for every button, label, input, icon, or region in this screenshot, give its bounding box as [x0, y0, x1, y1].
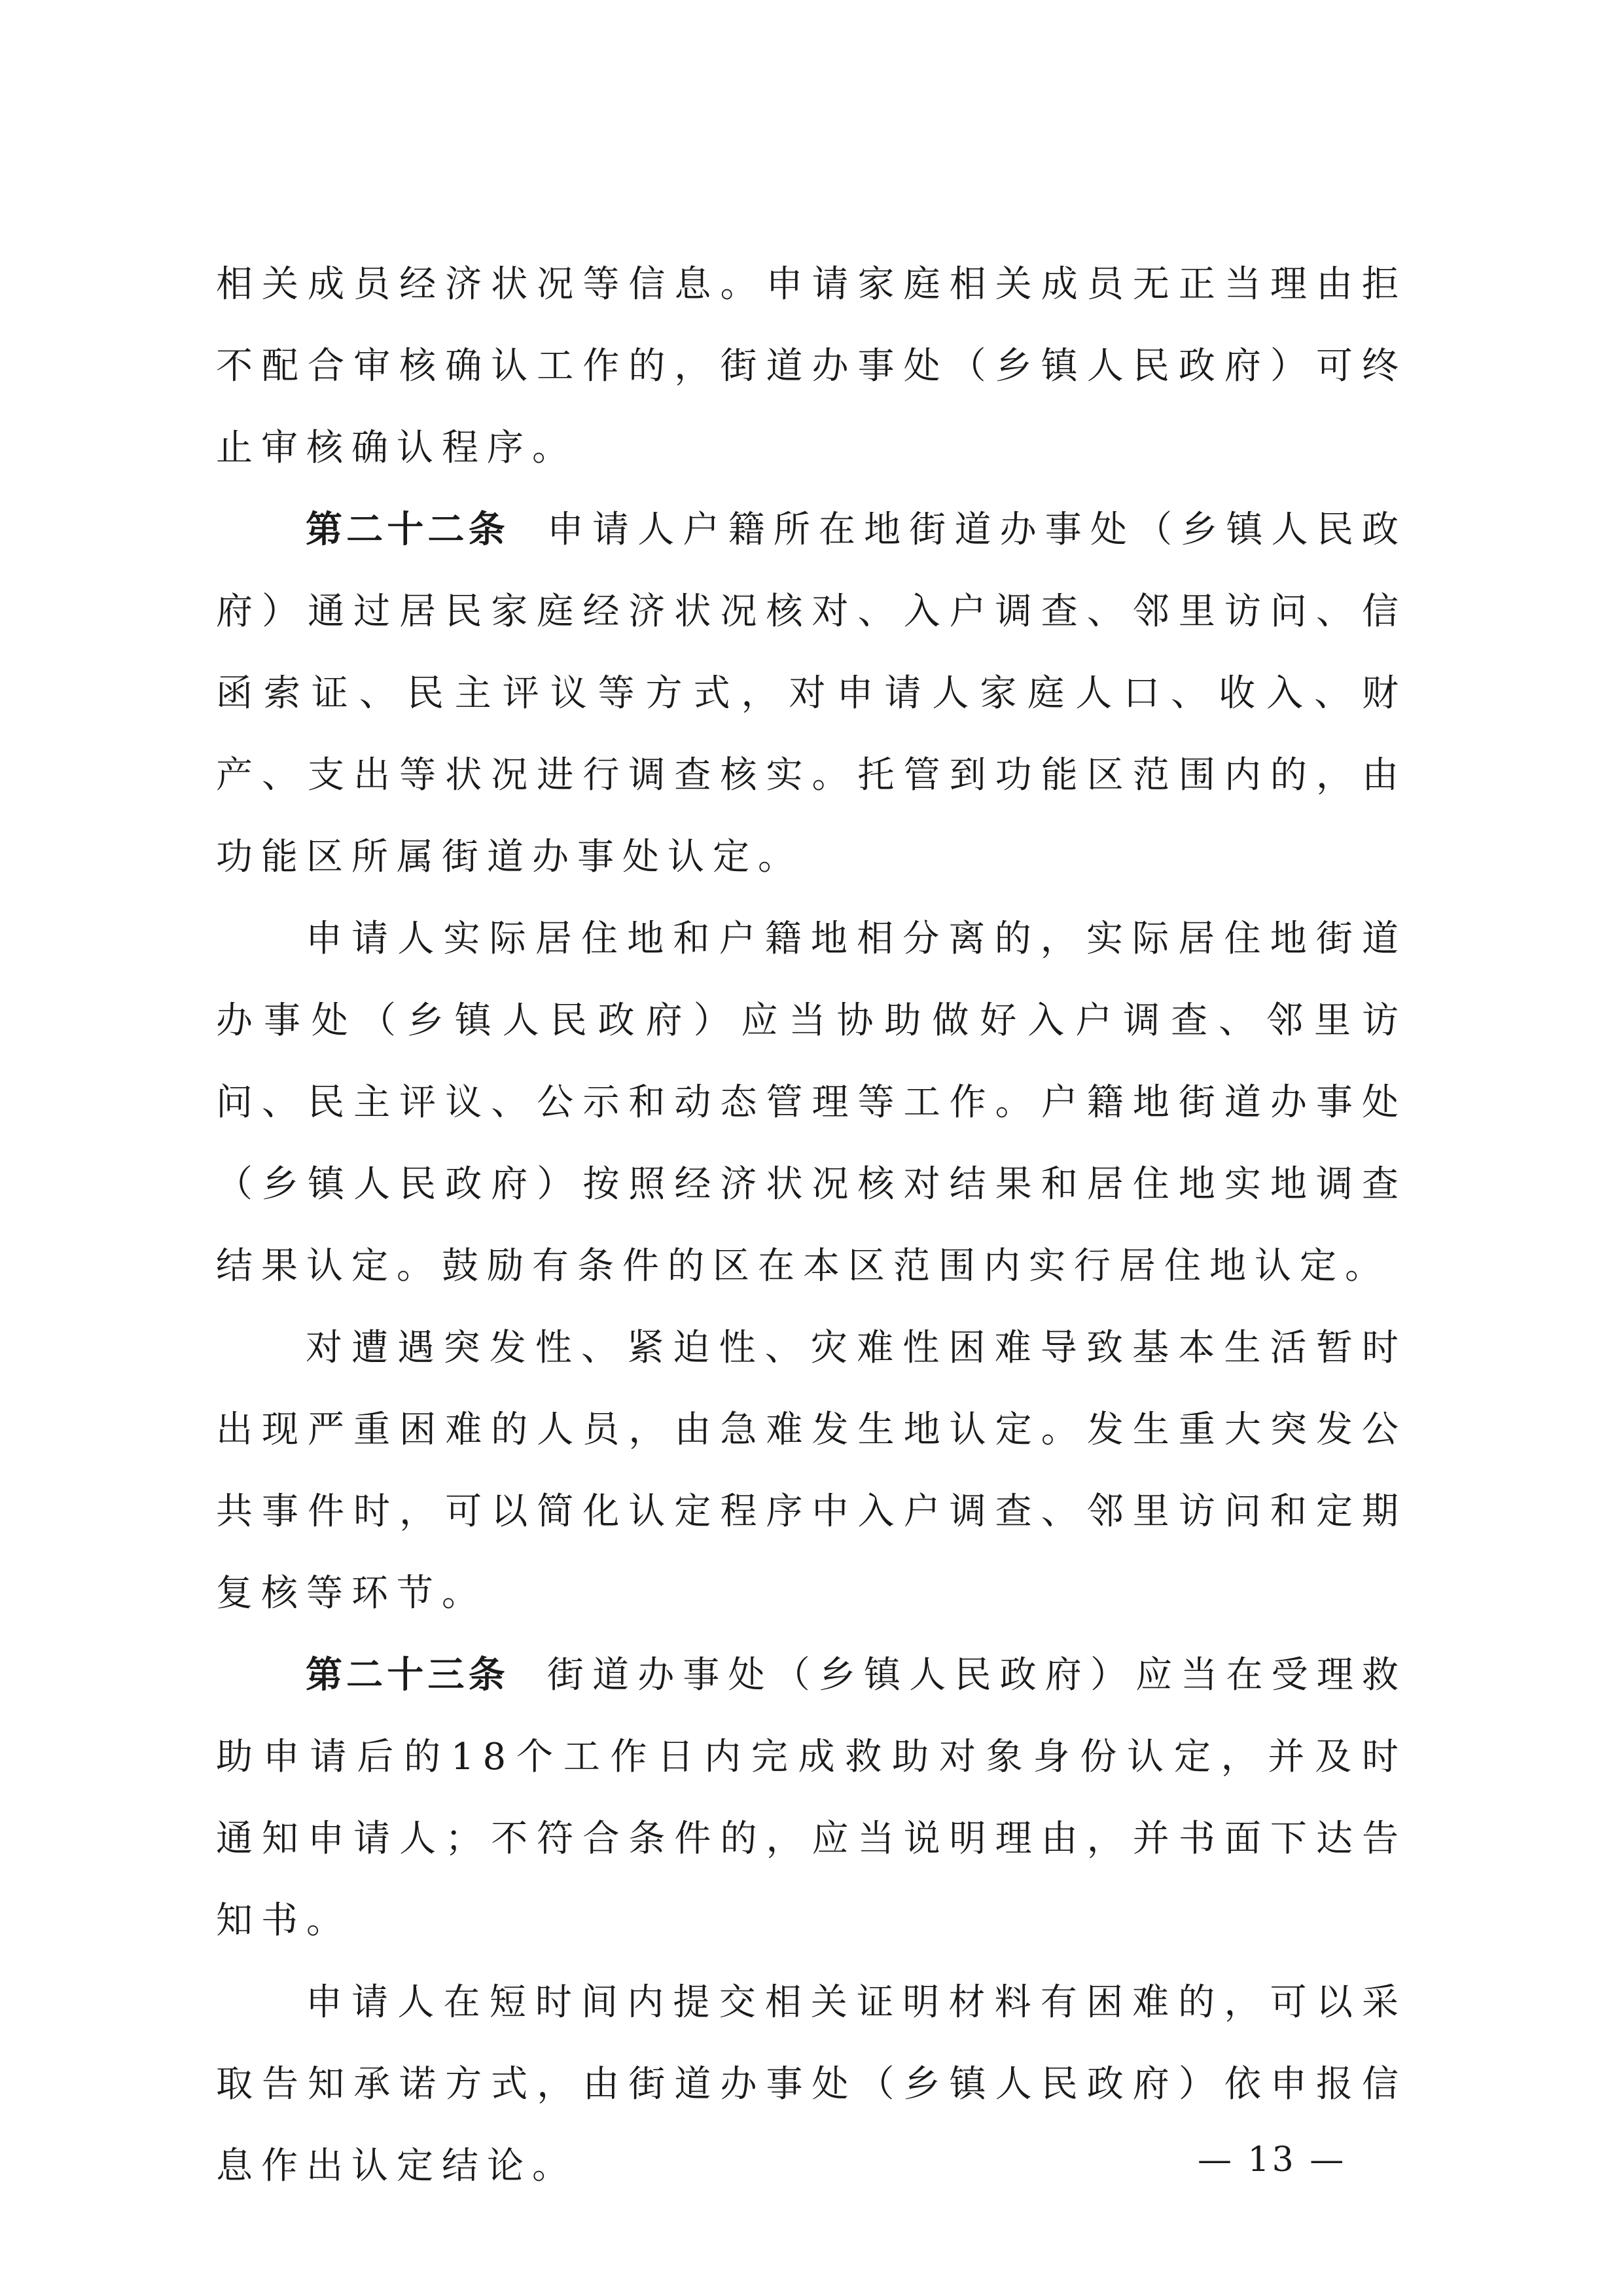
paragraph-text: 相关成员经济状况等信息。申请家庭相关成员无正当理由拒不配合审核确认工作的，街道办事处（乡镇人民政府）可终止审核确认程序。 — [216, 263, 1407, 469]
paragraph-text: 申请人实际居住地和户籍地相分离的，实际居住地街道办事处（乡镇人民政府）应当协助做好入户调查、邻里访问、民主评议、公示和动态管理等工作。户籍地街道办事处（乡镇人民政府）按照经济状况核对结果和居住地实地调查结果认定。鼓励有条件的区在本区范围内实行居住地认定。 — [216, 918, 1407, 1287]
article-23-label: 第二十三条 — [306, 1654, 509, 1696]
paragraph-text: 街道办事处（乡镇人民政府）应当在受理救助申请后的18个工作日内完成救助对象身份认定，并及时通知申请人；不符合条件的，应当说明理由，并书面下达告知书。 — [216, 1654, 1408, 1942]
page-number: — 13 — — [1198, 2140, 1347, 2179]
article-22-paragraph — [216, 489, 1407, 898]
paragraph-text: 对遭遇突发性、紧迫性、灾难性困难导致基本生活暂时出现严重困难的人员，由急难发生地认定。发生重大突发公共事件时，可以简化认定程序中入户调查、邻里访问和定期复核等环节。 — [216, 1327, 1407, 1615]
document-body — [216, 243, 1407, 2207]
residence-separation-paragraph — [216, 898, 1407, 1307]
article-23-paragraph — [216, 1634, 1407, 1962]
paragraph-text: 申请人在短时间内提交相关证明材料有困难的，可以采取告知承诺方式，由街道办事处（乡镇人民政府）依申报信息作出认定结论。 — [216, 1981, 1407, 2187]
article-22-label: 第二十二条 — [306, 509, 509, 551]
emergency-hardship-paragraph — [216, 1307, 1407, 1634]
paragraph-text: 申请人户籍所在地街道办事处（乡镇人民政府）通过居民家庭经济状况核对、入户调查、邻里访问、信函索证、民主评议等方式，对申请人家庭人口、收入、财产、支出等状况进行调查核实。托管到功能区范围内的，由功能区所属街道办事处认定。 — [216, 509, 1408, 878]
paragraph-continuation — [216, 243, 1407, 489]
